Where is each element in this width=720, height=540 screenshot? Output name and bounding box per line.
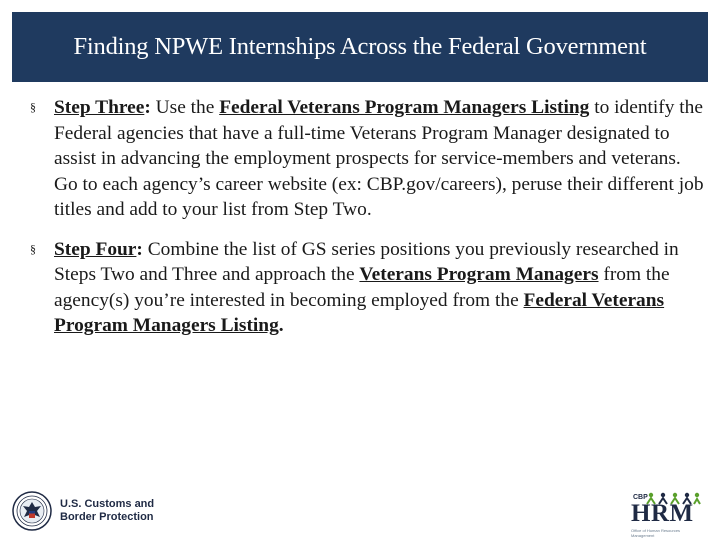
step-four-text-1: Combine the list of GS series positions you previously researched in Steps Two and Three and approach the	[54, 238, 679, 285]
veterans-program-managers-link[interactable]: Veterans Program Managers	[359, 264, 599, 285]
slide-title: Finding NPWE Internships Across the Federal Government	[73, 33, 647, 60]
federal-vpm-listing-link[interactable]: Federal Veterans Program Managers Listing	[219, 97, 590, 118]
step-three-colon: :	[144, 97, 151, 118]
step-four-period: .	[278, 315, 284, 336]
bullet-list	[30, 95, 705, 339]
step-four-colon: :	[136, 238, 143, 260]
hrm-logo-text: HRM	[631, 500, 694, 527]
federal-vpm-listing-link-2[interactable]: Federal Veterans Program Managers Listing	[54, 289, 665, 336]
bullet-step-four	[30, 237, 705, 339]
bullet-step-three	[30, 95, 705, 223]
hrm-logo-prefix: CBP	[633, 494, 648, 501]
cbp-logo-line-2: Border Protection	[60, 511, 154, 523]
hrm-logo-subtext: Office of Human Resources Management	[631, 528, 681, 538]
bullet-marker: §	[30, 100, 36, 114]
cbp-logo	[12, 490, 154, 532]
step-three-label: Step Three	[54, 97, 145, 118]
slide-title-bar	[12, 12, 708, 82]
step-four-label: Step Four	[54, 238, 137, 260]
step-three-text-1: Use the	[150, 97, 220, 118]
step-four-text-2: from the agency(s) you’re interested in becoming employed from the	[54, 264, 670, 311]
dhs-seal-icon	[12, 491, 52, 531]
hrm-logo	[627, 492, 702, 538]
step-three-text-2: to identify the Federal agencies that have a full-time Veterans Program Manager designated to assist in advancing the employment prospects for service-members and veterans. Go to each agency’s career website (ex: CBP.gov/careers), peruse their different job titles and add to your list from Step Two.	[54, 97, 704, 220]
cbp-logo-line-1: U.S. Customs and	[60, 498, 155, 510]
bullet-marker: §	[30, 241, 36, 256]
